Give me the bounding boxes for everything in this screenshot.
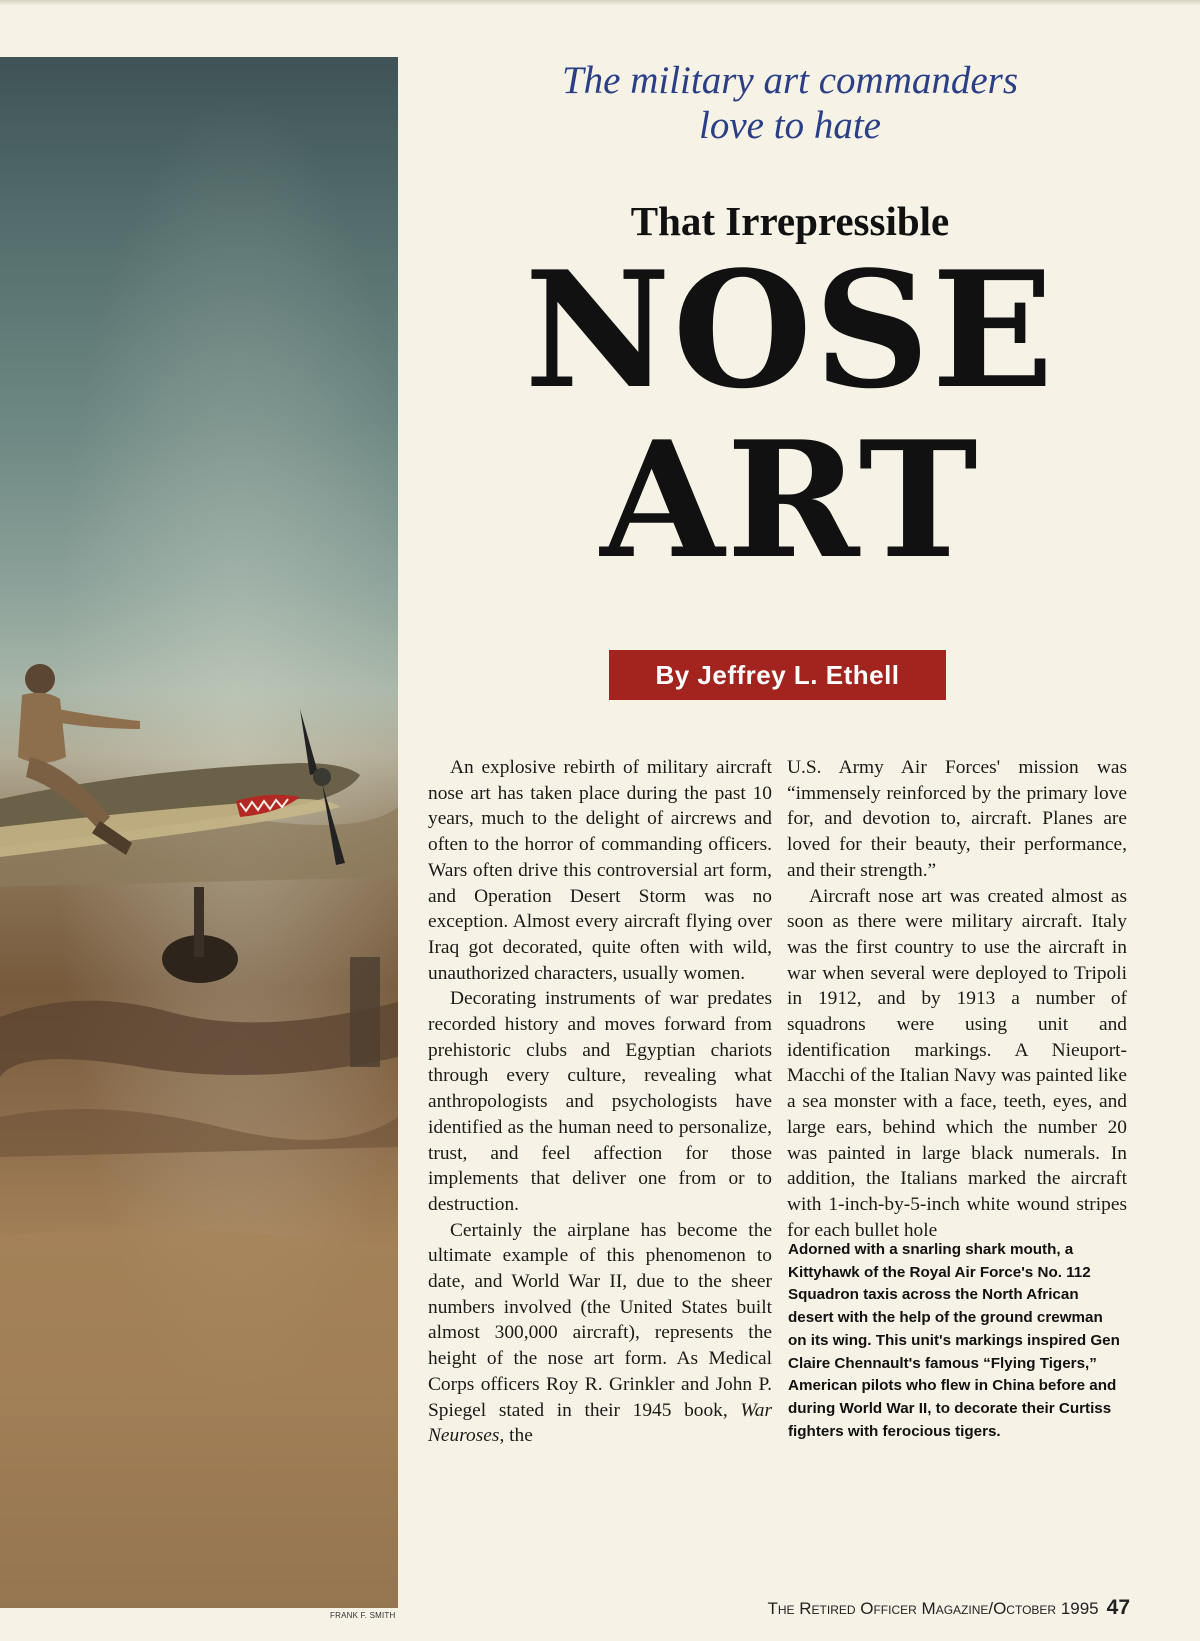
article-paragraph: Aircraft nose art was created almost as soon as there were military aircraft. Italy was the first country to use the aircraft in war when several were deployed to Tripoli in 1912, and by 1913 a number of squadrons were using unit and identification markings. A Nieuport-Macchi of the Italian Navy was painted like a sea monster with a face, teeth, eyes, and large ears, behind which the number 20 was painted in large black numerals. In addition, the Italians marked the aircraft with 1-inch-by-5-inch white wound stripes for each bullet hole	[787, 885, 1127, 1241]
title-line-1: NOSE	[524, 236, 1056, 424]
article-paragraph	[428, 1218, 772, 1449]
article-paragraph: An explosive rebirth of military aircraft nose art has taken place during the past 10 years, much to the delight of aircrews and often to the horror of commanding officers. Wars often drive this controversial art form, and Operation Desert Storm was no exception. Almost every aircraft flying over Iraq got decorated, quite often with wild, unauthorized characters, usually women.	[428, 757, 772, 984]
byline: By Jeffrey L. Ethell	[609, 650, 946, 700]
aircraft-photo	[0, 57, 398, 1608]
photo-scene	[0, 57, 398, 1608]
page-footer	[767, 1596, 1130, 1620]
kicker-line-2: love to hate	[699, 104, 881, 147]
photo-caption: Adorned with a snarling shark mouth, a Kittyhawk of the Royal Air Force's No. 112 Squadron taxis across the North African desert with the help of the ground crewman on its wing. This unit's markings inspired Gen Claire Chennault's famous “Flying Tigers,” American pilots who flew in China before and during World War II, to decorate their Curtiss fighters with ferocious tigers.	[788, 1241, 1120, 1440]
article-column-left	[428, 755, 772, 1449]
title-line-2: ART	[600, 406, 980, 594]
article-paragraph-tail: , the	[499, 1425, 533, 1447]
page-edge	[0, 0, 1200, 6]
kicker	[420, 58, 1160, 148]
article-paragraph: U.S. Army Air Forces' mission was “immensely reinforced by the primary love for, and devotion to, aircraft. Planes are loved for their beauty, their performance, and their strength.”	[787, 757, 1127, 881]
article-paragraph-text: Certainly the airplane has become the ultimate example of this phenomenon to date, and World War II, due to the sheer numbers involved (the United States built almost 300,000 aircraft), represents the height of the nose art form. As Medical Corps officers Roy R. Grinkler and John P. Spiegel stated in their 1945 book,	[428, 1219, 772, 1421]
pre-title: That Irrepressible	[630, 198, 950, 244]
article-paragraph: Decorating instruments of war predates recorded history and moves forward from prehistoric clubs and Egyptian chariots through every culture, revealing what anthropologists and psychologists have identified as the human need to personalize, trust, and feel affection for those implements that deliver one from or to destruction.	[428, 988, 772, 1215]
book-title: War Neuroses	[428, 1399, 772, 1447]
kicker-line-1: The military art commanders	[561, 59, 1019, 102]
article-column-right	[787, 755, 1127, 1243]
magazine-name: The Retired Officer Magazine/October 1995	[767, 1599, 1099, 1618]
page-number: 47	[1106, 1596, 1130, 1619]
photo-credit: FRANK F. SMITH	[330, 1611, 396, 1620]
